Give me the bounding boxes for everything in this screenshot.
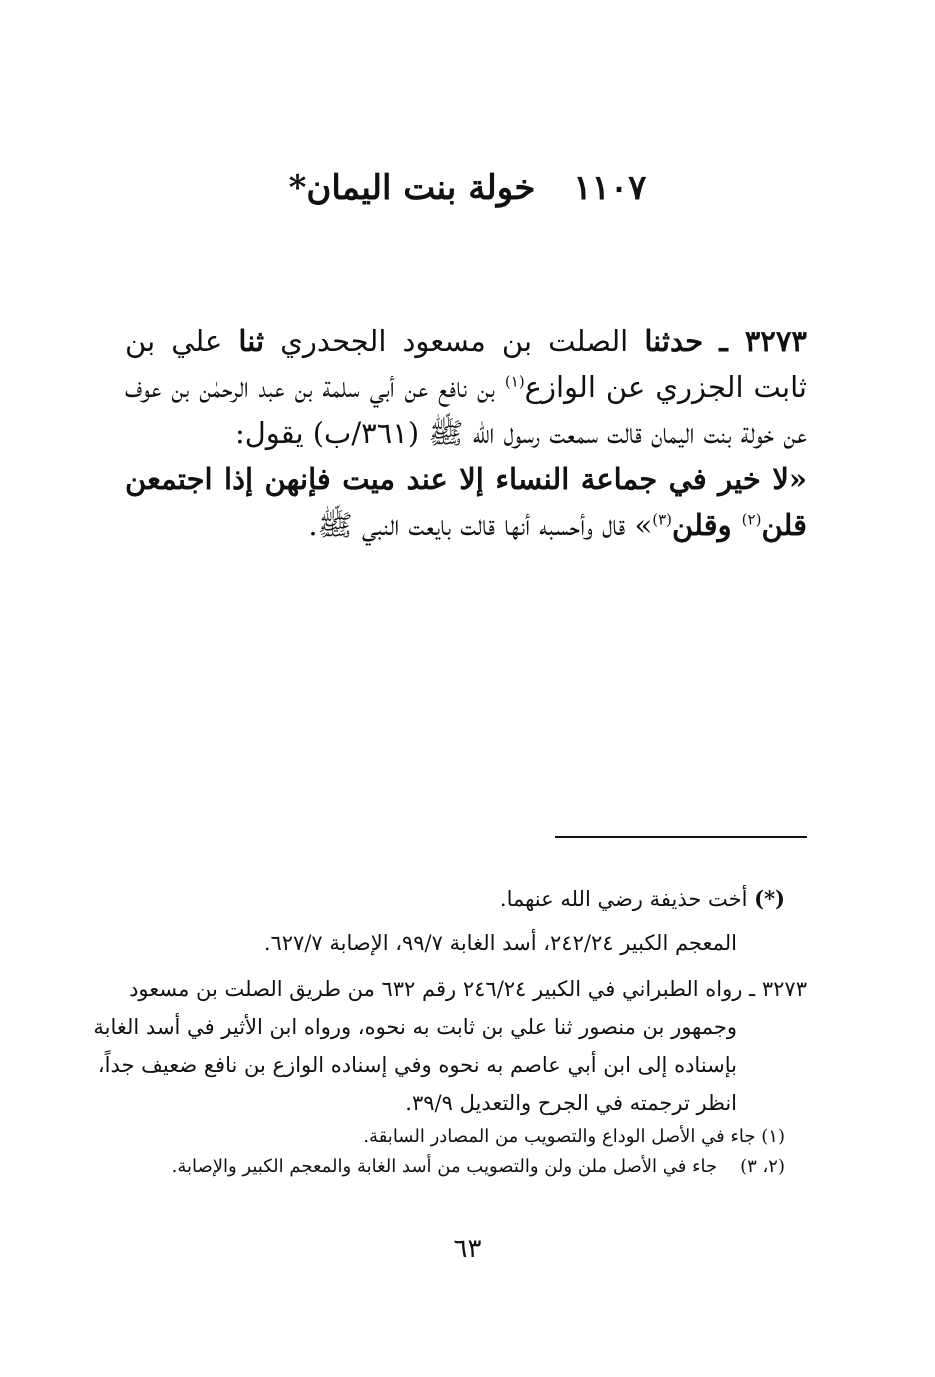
- footnote-1: (١) جاء في الأصل الوداع والتصويب من المصادر السابقة.: [363, 1126, 785, 1147]
- isnad-part-2: علي بن ثابت الجزري عن الوازع: [125, 324, 808, 404]
- takhrij-text-1: رواه الطبراني في الكبير ٢٤٦/٢٤ رقم ٦٣٢ من طريق الصلت بن مسعود: [129, 977, 750, 1001]
- isnad-lead: حدثنا: [644, 324, 704, 358]
- matn-paragraph: [125, 456, 807, 548]
- footnote-2-3-text: جاء في الأصل ملن ولن والتصويب من أسد الغابة والمعجم الكبير والإصابة.: [171, 1156, 718, 1177]
- chapter-title: خولة بنت اليمان*: [288, 168, 536, 208]
- footnote-ref-3: (٣): [652, 510, 673, 529]
- hadith-number: ٣٢٧٣ ـ: [719, 324, 808, 358]
- footnote-takhrij: [93, 970, 807, 1122]
- footnote-sources: المعجم الكبير ٢٤٢/٢٤، أسد الغابة ٩٩/٧، الإصابة ٦٢٧/٧.: [263, 931, 737, 955]
- footnote-2-3-mark: (٢، ٣): [740, 1156, 785, 1177]
- isnad-part-1: الصلت بن مسعود الجحدري: [264, 324, 645, 358]
- footnote-star-text: أخت حذيفة رضي الله عنهما.: [499, 887, 755, 911]
- footnote-star: [125, 880, 807, 918]
- chapter-heading: [0, 168, 935, 208]
- footnote-star-mark: (*): [754, 886, 785, 911]
- hadith-tail: قال وأحسبه أنها قالت بايعت النبي ﷺ.: [308, 508, 635, 542]
- matn-part-2: وقلن: [672, 508, 742, 542]
- footnote-ref-2: (٢): [741, 510, 762, 529]
- hadith-text: [125, 318, 807, 548]
- footnote-2-3: [125, 1152, 807, 1182]
- footnote-divider: [555, 836, 807, 838]
- footnote-ref-1: (١): [504, 372, 525, 391]
- chapter-number: ١١٠٧: [573, 168, 647, 208]
- matn-part-1: «لا خير في جماعة النساء إلا عند ميت فإنهن إذا اجتمعن قلن: [125, 462, 807, 542]
- takhrij-line-1: [125, 970, 807, 1008]
- takhrij-line-3: بإسناده إلى ابن أبي عاصم به نحوه وفي إسناده الوازع بن نافع ضعيف جداً،: [97, 1053, 737, 1077]
- hadith-paragraph: [125, 318, 807, 456]
- isnad-part-3: بن نافع عن أبي سلمة بن عبد الرحمٰن بن عوف عن خولة بنت اليمان قالت سمعت رسول الله ﷺ (٣٦١/ب) يقول:: [125, 370, 807, 450]
- takhrij-number: ٣٢٧٣ ـ: [749, 977, 807, 1001]
- takhrij-line-4: انظر ترجمته في الجرح والتعديل ٣٩/٩.: [405, 1091, 737, 1115]
- matn-part-3: »: [634, 508, 653, 542]
- footnotes-section: [93, 880, 807, 1182]
- page-number: ٦٣: [453, 1234, 482, 1264]
- takhrij-line-2: وجمهور بن منصور ثنا علي بن ثابت به نحوه، ورواه ابن الأثير في أسد الغابة: [93, 1015, 737, 1039]
- isnad-tna: ثنا: [238, 324, 265, 358]
